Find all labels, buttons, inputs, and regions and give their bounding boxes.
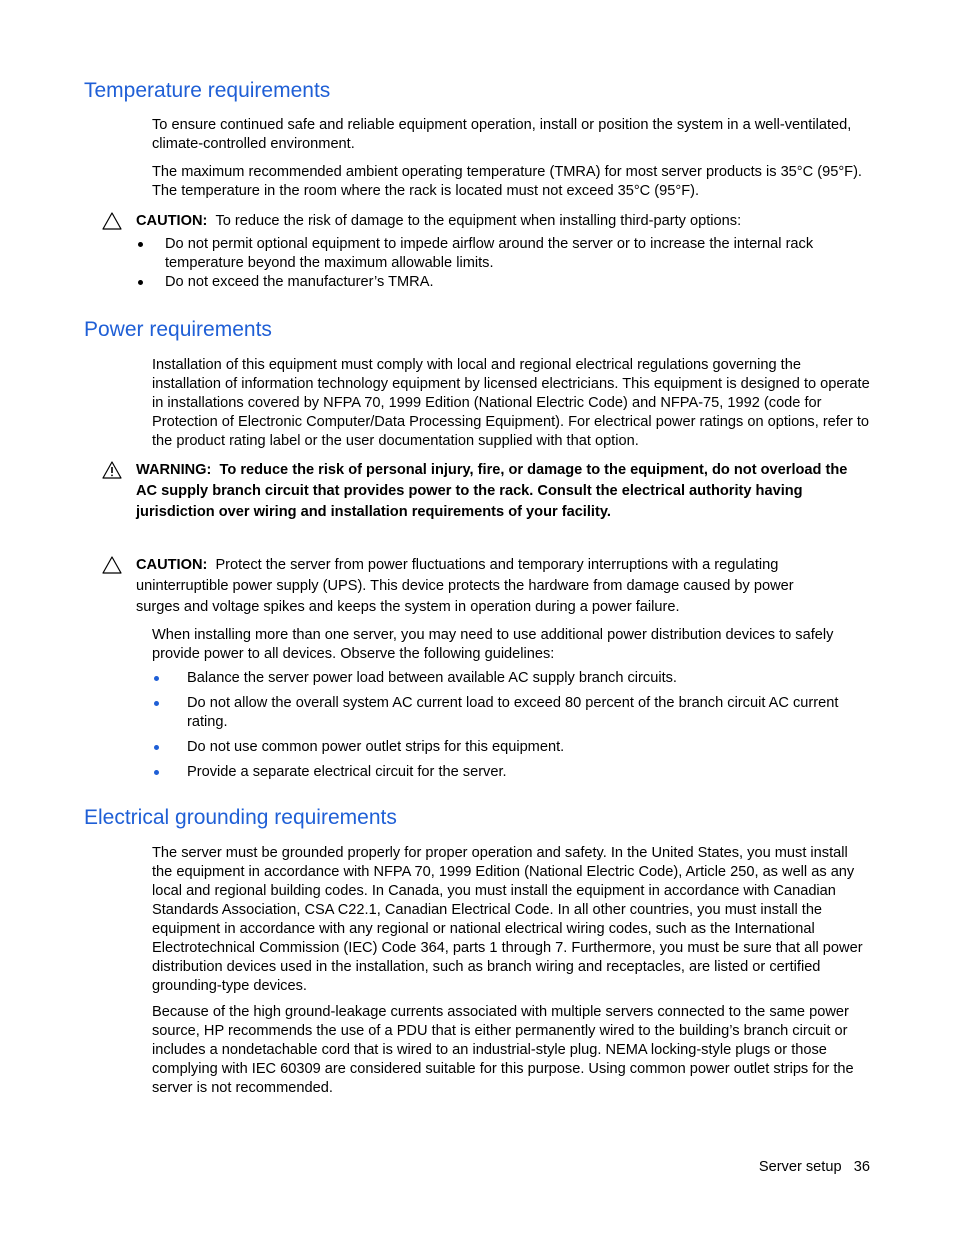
page-number: 36 — [853, 1159, 870, 1175]
section-heading-temperature: Temperature requirements — [84, 79, 331, 102]
caution-label: CAUTION: — [136, 557, 208, 573]
list-item: Do not use common power outlet strips for this equipment. — [187, 738, 867, 757]
temperature-paragraph-2: The maximum recommended ambient operating temperature (TMRA) for most server products is 35°C (95°F). The temperature in the room where the rack is located must not exceed 35°C (95°F). — [152, 164, 862, 199]
temperature-paragraph-1: To ensure continued safe and reliable equipment operation, install or position the system in a well-ventilated, climate-controlled environment. — [152, 117, 852, 152]
footer-section-title: Server setup — [758, 1159, 842, 1175]
caution-text: Protect the server from power fluctuations and temporary interruptions with a regulating uninterruptible power supply (UPS). This device protects the hardware from damage caused by power surges and voltage spikes and keeps the system in operation during a power failure. — [136, 557, 794, 615]
warning-text: To reduce the risk of personal injury, fire, or damage to the equipment, do not overload the AC supply branch circuit that provides power to the rack. Consult the electrical authority having jurisdiction over wiring and installation requirements of your facility. — [136, 462, 848, 520]
grounding-paragraph-1: The server must be grounded properly for proper operation and safety. In the United States, you must install the equipment in accordance with NFPA 70, 1999 Edition (National Electric Code), Article 250, as well as any local and regional building codes. In Canada, you must install the equipment in accordance with Canadian Standards Association, CSA C22.1, Canadian Electrical Code. In all other countries, you must install the equipment in accordance with any regional or national electrical wiring codes, such as the International Electrotechnical Commission (IEC) Code 364, parts 1 through 7. Furthermore, you must be sure that all power distribution devices used in the installation, such as branch wiring and receptacles, are listed or certified grounding-type devices. — [152, 845, 863, 994]
list-item: Do not exceed the manufacturer’s TMRA. — [165, 273, 865, 292]
power-paragraph-2: When installing more than one server, you may need to use additional power distribution devices to safely provide power to all devices. Observe the following guidelines: — [152, 627, 834, 662]
caution-triangle-icon — [102, 212, 122, 230]
page-footer — [759, 1159, 870, 1175]
section-heading-power: Power requirements — [84, 318, 272, 341]
temperature-caution-note — [102, 211, 872, 232]
power-paragraph-1: Installation of this equipment must comply with local and regional electrical regulations governing the installation of information technology equipment by licensed electricians. This equipment is designed to operate in installations covered by NFPA 70, 1999 Edition (National Electric Code) and NFPA-75, 1992 (code for Protection of Electronic Computer/Data Processing Equipment). For electrical power ratings on options, refer to the product rating label or the user documentation supplied with that option. — [152, 357, 870, 449]
temperature-bullet-list — [165, 235, 865, 292]
power-warning-note — [102, 460, 860, 523]
power-caution-note — [102, 555, 832, 618]
section-heading-grounding: Electrical grounding requirements — [84, 806, 397, 829]
list-item: Do not allow the overall system AC current load to exceed 80 percent of the branch circuit AC current rating. — [187, 694, 867, 732]
list-item: Balance the server power load between available AC supply branch circuits. — [187, 669, 867, 688]
caution-text: To reduce the risk of damage to the equipment when installing third-party options: — [215, 213, 742, 229]
list-item: Do not permit optional equipment to impede airflow around the server or to increase the internal rack temperature beyond the maximum allowable limits. — [165, 235, 865, 273]
power-bullet-list — [187, 669, 867, 782]
warning-label: WARNING: — [136, 462, 212, 478]
grounding-paragraph-2: Because of the high ground-leakage currents associated with multiple servers connected to the same power source, HP recommends the use of a PDU that is either permanently wired to the building’s branch circuit or includes a nondetachable cord that is wired to an industrial-style plug. NEMA locking-style plugs or those complying with IEC 60309 are considered suitable for this purpose. Using common power outlet strips for the server is not recommended. — [152, 1004, 854, 1096]
caution-label: CAUTION: — [136, 213, 208, 229]
warning-triangle-icon — [102, 461, 122, 479]
caution-triangle-icon — [102, 556, 122, 574]
list-item: Provide a separate electrical circuit for the server. — [187, 763, 867, 782]
